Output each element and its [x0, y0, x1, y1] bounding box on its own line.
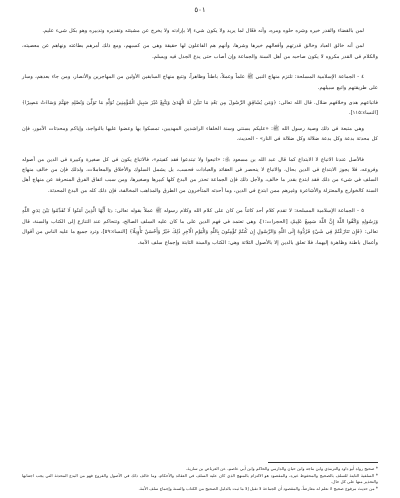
footnote-divider: [268, 462, 378, 463]
paragraph-point-five: ٥ - الجماعة الإسلامية المسلحة: لا تقدم كلام أحد كائناً من كان على كلام الله وكلام رسوله ﷺ عملاً بقوله تعالى: ﴿يَا أَيُّهَا الَّذِينَ آمَنُوا لَا تُقَدِّمُوا بَيْنَ يَدَيِ اللَّهِ وَرَسُولِهِ وَاتَّقُوا اللَّهَ إِنَّ اللَّهَ سَمِيعٌ عَلِيمٌ﴾ [الحجرات:١]، وهي تعتمد في فهم الدين على ما كان عليه السلف الصالح، وتتحاكم عند التنازع إلى الكتاب والسنة، قال تعالى: ﴿فَإِن تَنَازَعْتُمْ فِي شَيْءٍ فَرُدُّوهُ إِلَى اللَّهِ وَالرَّسُولِ إِن كُنتُمْ تُؤْمِنُونَ بِاللَّهِ وَالْيَوْمِ الْآخِرِ ذَٰلِكَ خَيْرٌ وَأَحْسَنُ تَأْوِيلًا﴾ [النساء:٥٩]، وترد جميع ما عليه الناس من أقوال وأعمال باطنة وظاهرة إليهما، فلا تعلق بالدين إلا بالأصول الثلاثة وهي: الكتاب والسنة الثابتة وإجماع سلف الأمة.: [22, 208, 378, 246]
footnote-item: * من حديث مرفوع صحيح لا نعلم له معارضاً، والمقصود أن الجماعة لا تقبل إلا ما ثبت بالدليل الصحيح من الكتاب والسنة وإجماع سلف الأمة.: [138, 485, 378, 491]
footnotes: [22, 466, 378, 492]
paragraph-quran-verse: فاتباعهم هدى وخلافهم ضلال. قال الله تعالى: ﴿وَمَن يُشَاقِقِ الرَّسُولَ مِن بَعْدِ مَا تَبَيَّنَ لَهُ الْهُدَىٰ وَيَتَّبِعْ غَيْرَ سَبِيلِ الْمُؤْمِنِينَ نُوَلِّهِ مَا تَوَلَّىٰ وَنُصْلِهِ جَهَنَّمَ وَسَاءَتْ مَصِيرًا﴾ [النساء:١١٥].: [22, 100, 378, 117]
paragraph-hadith-sunnah: وهي متبعة في ذلك وصية رسول الله ﷺ: «عليكم بسنتي وسنة الخلفاء الراشدين المهديين، تمسكوا بها وعضوا عليها بالنواجذ، وإياكم ومحدثات الأمور، فإن كل محدثة بدعة وكل بدعة ضلالة وكل ضلالة في النار» - الحديث.: [22, 125, 378, 143]
paragraph-qadar: لمن بالقضاء والقدر خيره وشره حلوه ومره، وأنه فعّال لما يريد ولا يكون شيء إلا بإرادته ولا يخرج عن مشيئته وتقديره وتدبيره وهو بكل شيء عليم.: [42, 28, 364, 34]
page-number: ٥٠١: [194, 6, 206, 14]
footnote-item: * صحيح رواه أبو داود والترمذي وابن ماجه وابن حبان والدارمي والحاكم وابن أبي عاصم، عن العرباض بن سارية.: [186, 466, 378, 471]
paragraph-creation-of-deeds: لمن أنه خالق العباد وخالق قدرتهم وأفعالهم خيرها وشرها، وأنهم هم الفاعلون لها حقيقة وهي من كسبهم، ومع ذلك أمرهم بطاعته ونهاهم عن معصيته، والكلام في القدر مكروه لا يكون صاحبه من أهل السنة والجماعة وإن أصاب حتى يدع الجدل فيه ويسلم.: [22, 43, 378, 60]
footnote-item: * السلفية الثابتة للسلف بالصحيح والمحفوظ غيره، والمقصود هو الالتزام بالمنهج الذي كان عليه السلف في العقائد والأحكام، وما خالف ذلك في الأصول والفروع فهو من البدع المحدثة التي يجب اجتنابها والتحذير منها على كل حال.: [22, 472, 378, 485]
paragraph-point-four: ٤ - الجماعة الإسلامية المسلحة: تلتزم منهاج النبي ﷺ علماً وعملاً، باطناً وظاهراً، وتتبع منهاج السابقين الأولين من المهاجرين والأنصار، ومن جاء بعدهم، وسار على طريقتهم واتبع سبيلهم.: [22, 74, 378, 91]
paragraph-ittiba: فالأصل عندنا الاتباع لا الابتداع كما قال عبد الله بن مسعود ﵁: «اتبعوا ولا تبتدعوا فقد كفيتم»، فالاتباع يكون في كل صغيرة وكبيرة في الدين من أصوله وفروعه، فلا يجوز الابتداع في الدين بحال، والاتباع لا ينحصر في العقائد والعبادات فحسب، بل يشمل السلوك والأخلاق والمعاملات، ولذلك فإن من خالف منهاج السلف في شيء من ذلك فقد ابتدع بقدر ما خالف، ولأجل ذلك فإن الجماعة تحذر من البدع كلها كبيرها وصغيرها، ومن سبب اتفاق الفرق المنحرفة عن منهاج أهل السنة كالخوارج والمعتزلة والأشاعرة وغيرهم ممن ابتدع في الدين، وما أحدثه المتأخرون من الطرق والمذاهب المخالفة، فإن ذلك كله من البدع المحدثة.: [22, 156, 378, 194]
